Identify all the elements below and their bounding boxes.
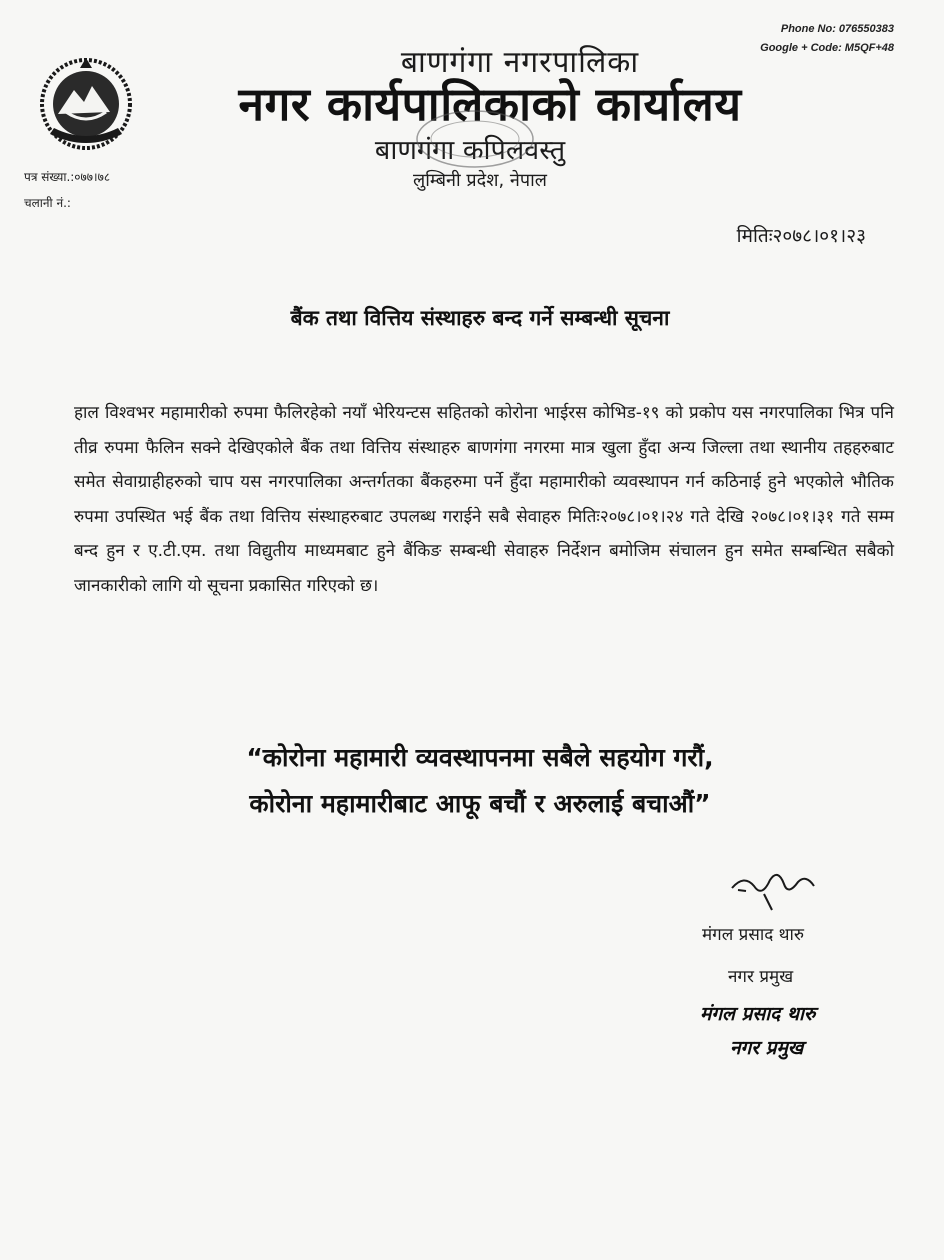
letter-number: पत्र संख्या.:०७७।७८ — [24, 170, 111, 184]
notice-date: मितिः२०७८।०१।२३ — [736, 225, 866, 247]
slogan-line-1: “कोरोना महामारी व्यवस्थापनमा सबैले सहयोग गरौं, — [246, 743, 714, 772]
notice-title: बैंक तथा वित्तिय संस्थाहरु बन्द गर्ने सम्बन्धी सूचना — [290, 306, 670, 330]
dispatch-number: चलानी नं.: — [24, 196, 71, 210]
signature-icon — [724, 864, 824, 914]
seal-name: मंगल प्रसाद थारु — [700, 1003, 816, 1025]
signatory-role: नगर प्रमुख — [728, 967, 794, 987]
notice-body: हाल विश्वभर महामारीको रुपमा फैलिरहेको नयाँ भेरियन्टस सहितको कोरोना भाईरस कोभिड-१९ को प्रकोप यस नगरपालिका भित्र पनि तीव्र रुपमा फैलिन सक्ने देखिएकोले बैंक तथा वित्तिय संस्थाहरु बाणगंगा नगरमा मात्र खुला हुँदा अन्य जिल्ला तथा स्थानीय तहहरुबाट समेत सेवाग्राहीहरुको चाप यस नगरपालिका अन्तर्गतका बैंकहरुमा पर्ने हुँदा महामारीको व्यवस्थापन गर्न कठिनाई हुने भएकोले भौतिक रुपमा उपस्थित भई बैंक तथा वित्तिय संस्थाहरुबाट उपलब्ध गराईने सबै सेवाहरु मितिः२०७८।०१।२४ गते देखि २०७८।०१।३१ गते सम्म बन्द हुन र ए.टी.एम. तथा विद्युतीय माध्यमबाट हुने बैंकिङ सम्बन्धी सेवाहरु निर्देशन बमोजिम संचालन हुन समेत सम्बन्धित सबैको जानकारीको लागि यो सूचना प्रकासित गरिएको छ। — [74, 403, 894, 596]
nepal-emblem-icon — [36, 56, 136, 152]
district-name: बाणगंगा कपिलवस्तु — [374, 135, 566, 166]
google-plus-code: Google + Code: M5QF+48 — [760, 42, 894, 54]
seal-role: नगर प्रमुख — [730, 1037, 804, 1059]
office-name: नगर कार्यपालिकाको कार्यालय — [238, 77, 742, 131]
slogan-line-2: कोरोना महामारीबाट आफू बचौं र अरुलाई बचाऔं” — [249, 789, 711, 818]
office-stamp-icon — [410, 104, 540, 174]
signatory-name: मंगल प्रसाद थारु — [702, 925, 805, 945]
phone-number: Phone No: 076550383 — [780, 23, 894, 35]
municipality-name: बाणगंगा नगरपालिका — [400, 45, 640, 80]
province-name: लुम्बिनी प्रदेश, नेपाल — [413, 170, 547, 191]
